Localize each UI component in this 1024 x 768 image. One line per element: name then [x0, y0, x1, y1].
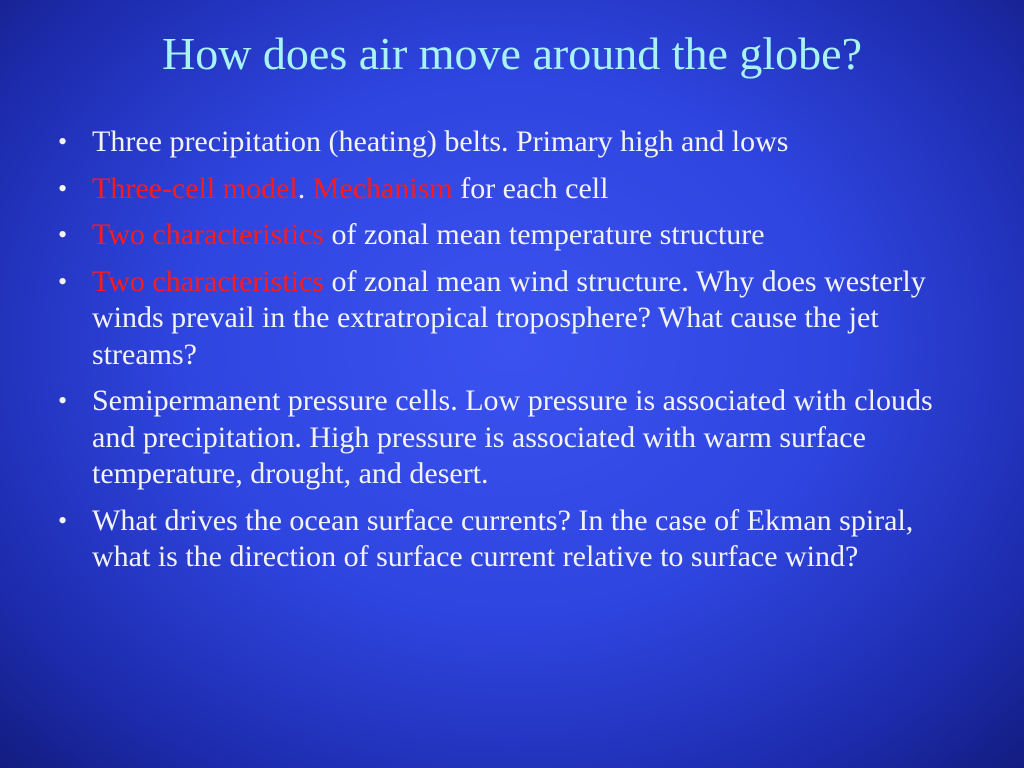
bullet-text: Semipermanent pressure cells. Low pressure is associated with clouds and precipitation. High pressure is associated with warm surface temperature, drought, and desert. [92, 384, 933, 490]
highlight-text: Mechanism [312, 171, 453, 205]
bullet-marker: • [58, 220, 68, 249]
highlight-text: Three-cell model [92, 171, 298, 205]
bullet-marker: • [58, 505, 68, 535]
highlight-text: Two characteristics [92, 218, 324, 251]
bullet-item-temperature-structure [56, 217, 976, 254]
bullet-marker: • [58, 173, 68, 203]
bullet-marker: • [58, 386, 68, 415]
slide-title: How does air move around the globe? [161, 28, 863, 79]
bullet-text: of zonal mean wind structure. Why does westerly winds prevail in the extratropical troposphere? What cause the jet streams? [92, 264, 926, 371]
bullet-text: Three precipitation (heating) belts. Primary high and lows [92, 125, 789, 158]
bullet-list [56, 124, 976, 586]
bullet-item-heating-belts [56, 124, 976, 161]
bullet-item-pressure-cells [56, 383, 976, 493]
bullet-item-wind-structure [56, 264, 976, 374]
bullet-item-three-cell-model [56, 171, 976, 208]
bullet-marker: • [58, 266, 68, 296]
bullet-item-ocean-currents [56, 503, 976, 576]
bullet-text: . [297, 171, 313, 205]
bullet-text: of zonal mean temperature structure [323, 218, 765, 251]
bullet-text: for each cell [452, 171, 609, 205]
highlight-text: Two characteristics [92, 264, 324, 298]
bullet-marker: • [58, 127, 68, 156]
bullet-text: What drives the ocean surface currents? In the case of Ekman spiral, what is the direction of surface current relative to surface wind? [92, 503, 914, 573]
